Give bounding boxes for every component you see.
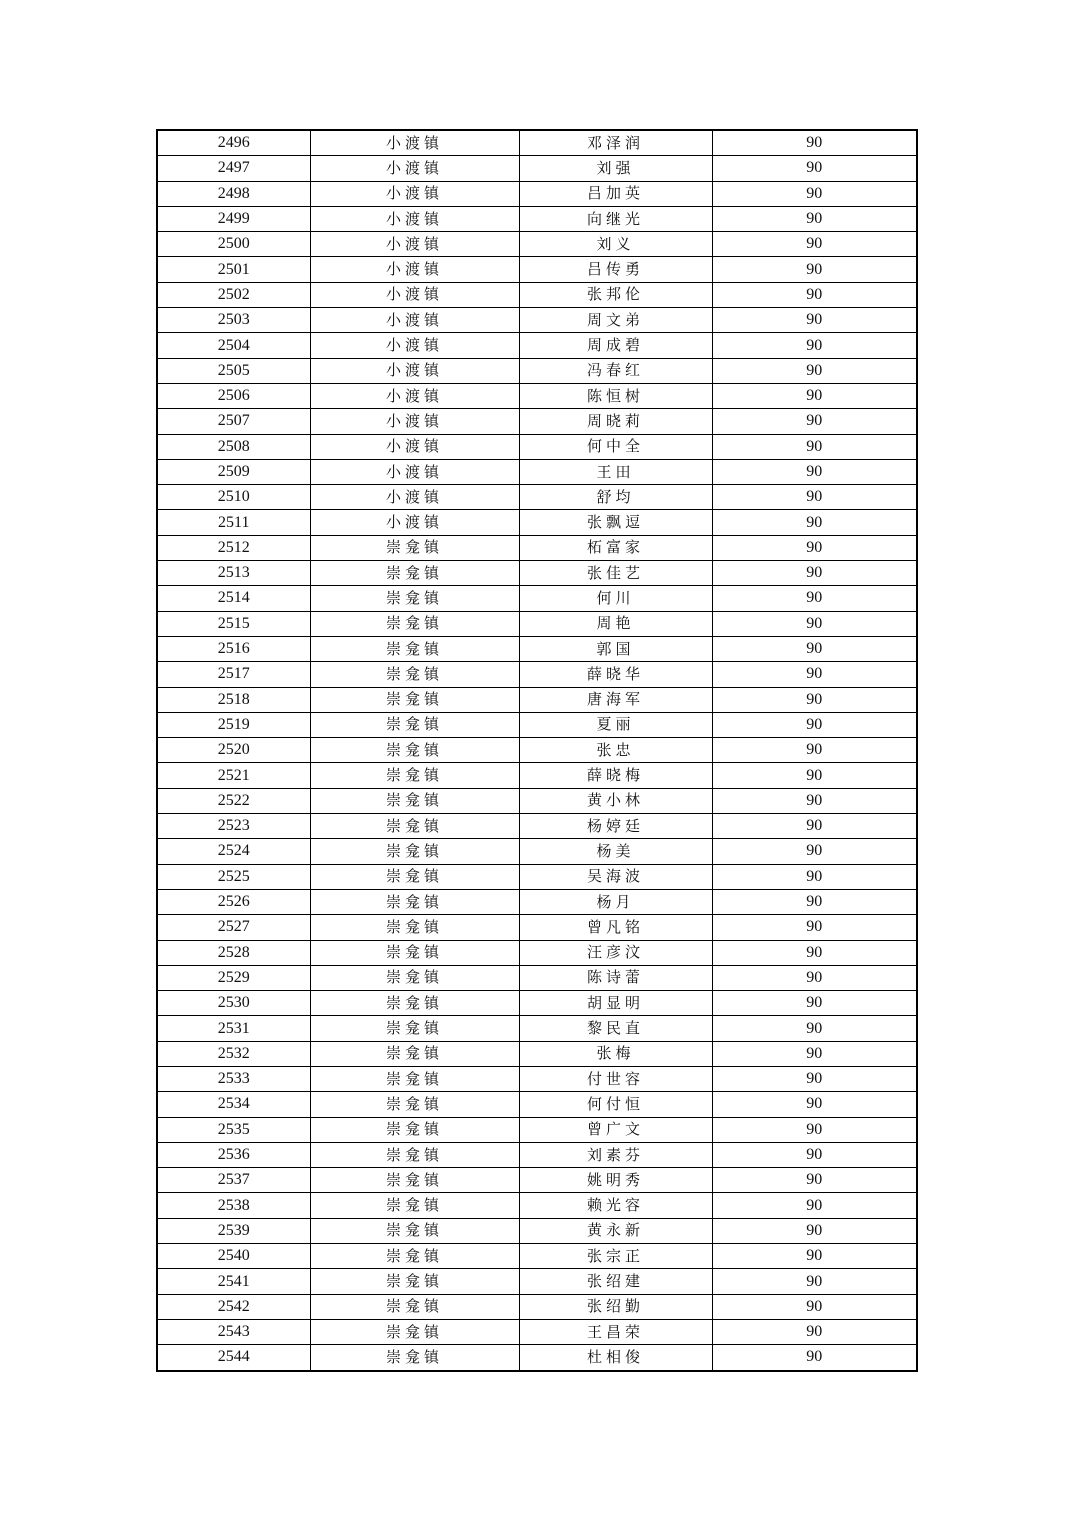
town-cell: 小渡镇: [310, 409, 519, 434]
score-cell: 90: [712, 1117, 917, 1142]
name-cell: 胡显明: [519, 991, 712, 1016]
score-cell: 90: [712, 434, 917, 459]
table-row: [157, 257, 917, 282]
town-cell: 崇龛镇: [310, 864, 519, 889]
row-number-cell: 2530: [157, 991, 310, 1016]
name-cell: 汪彦汶: [519, 940, 712, 965]
name-cell: 杜相俊: [519, 1345, 712, 1371]
row-number-cell: 2497: [157, 156, 310, 181]
table-row: [157, 1294, 917, 1319]
table-row: [157, 965, 917, 990]
score-cell: 90: [712, 1092, 917, 1117]
name-cell: 周艳: [519, 611, 712, 636]
table-row: [157, 1092, 917, 1117]
name-cell: 张绍建: [519, 1269, 712, 1294]
town-cell: 小渡镇: [310, 358, 519, 383]
score-cell: 90: [712, 1066, 917, 1091]
row-number-cell: 2518: [157, 687, 310, 712]
score-cell: 90: [712, 965, 917, 990]
name-cell: 陈诗蕾: [519, 965, 712, 990]
score-cell: 90: [712, 611, 917, 636]
town-cell: 崇龛镇: [310, 1294, 519, 1319]
name-cell: 周晓莉: [519, 409, 712, 434]
name-cell: 杨婷廷: [519, 814, 712, 839]
score-cell: 90: [712, 333, 917, 358]
score-cell: 90: [712, 839, 917, 864]
score-cell: 90: [712, 1294, 917, 1319]
name-cell: 柘富家: [519, 535, 712, 560]
town-cell: 崇龛镇: [310, 1066, 519, 1091]
row-number-cell: 2499: [157, 206, 310, 231]
table-row: [157, 1218, 917, 1243]
table-row: [157, 282, 917, 307]
row-number-cell: 2519: [157, 712, 310, 737]
row-number-cell: 2501: [157, 257, 310, 282]
table-row: [157, 181, 917, 206]
name-cell: 吴海波: [519, 864, 712, 889]
name-cell: 曾凡铭: [519, 915, 712, 940]
table-row: [157, 814, 917, 839]
score-cell: 90: [712, 915, 917, 940]
score-cell: 90: [712, 257, 917, 282]
town-cell: 崇龛镇: [310, 1244, 519, 1269]
name-cell: 张宗正: [519, 1244, 712, 1269]
town-cell: 小渡镇: [310, 282, 519, 307]
table-row: [157, 1142, 917, 1167]
town-cell: 崇龛镇: [310, 814, 519, 839]
name-cell: 王昌荣: [519, 1319, 712, 1344]
row-number-cell: 2507: [157, 409, 310, 434]
table-row: [157, 459, 917, 484]
name-cell: 薛晓华: [519, 662, 712, 687]
score-cell: 90: [712, 1244, 917, 1269]
name-cell: 周文弟: [519, 308, 712, 333]
score-cell: 90: [712, 282, 917, 307]
name-cell: 刘强: [519, 156, 712, 181]
table-row: [157, 1016, 917, 1041]
name-cell: 赖光容: [519, 1193, 712, 1218]
town-cell: 小渡镇: [310, 257, 519, 282]
table-row: [157, 839, 917, 864]
row-number-cell: 2509: [157, 459, 310, 484]
town-cell: 崇龛镇: [310, 965, 519, 990]
table-row: [157, 308, 917, 333]
table-row: [157, 561, 917, 586]
score-cell: 90: [712, 1168, 917, 1193]
name-cell: 王田: [519, 459, 712, 484]
name-cell: 唐海军: [519, 687, 712, 712]
score-cell: 90: [712, 206, 917, 231]
row-number-cell: 2536: [157, 1142, 310, 1167]
town-cell: 小渡镇: [310, 434, 519, 459]
town-cell: 崇龛镇: [310, 839, 519, 864]
town-cell: 崇龛镇: [310, 1319, 519, 1344]
name-cell: 张佳艺: [519, 561, 712, 586]
name-cell: 吕传勇: [519, 257, 712, 282]
table-row: [157, 358, 917, 383]
table-row: [157, 156, 917, 181]
row-number-cell: 2533: [157, 1066, 310, 1091]
town-cell: 崇龛镇: [310, 991, 519, 1016]
score-cell: 90: [712, 1041, 917, 1066]
table-row: [157, 1345, 917, 1371]
name-cell: 黄小林: [519, 788, 712, 813]
name-cell: 邓泽润: [519, 130, 712, 156]
score-cell: 90: [712, 535, 917, 560]
row-number-cell: 2542: [157, 1294, 310, 1319]
table-row: [157, 586, 917, 611]
town-cell: 崇龛镇: [310, 611, 519, 636]
table-row: [157, 383, 917, 408]
table-row: [157, 1168, 917, 1193]
score-cell: 90: [712, 1016, 917, 1041]
table-row: [157, 788, 917, 813]
town-cell: 小渡镇: [310, 206, 519, 231]
table-row: [157, 687, 917, 712]
row-number-cell: 2526: [157, 889, 310, 914]
town-cell: 崇龛镇: [310, 889, 519, 914]
name-cell: 周成碧: [519, 333, 712, 358]
town-cell: 崇龛镇: [310, 1092, 519, 1117]
name-cell: 刘义: [519, 232, 712, 257]
table-row: [157, 1319, 917, 1344]
name-cell: 杨美: [519, 839, 712, 864]
town-cell: 崇龛镇: [310, 1193, 519, 1218]
table-row: [157, 712, 917, 737]
name-cell: 黎民直: [519, 1016, 712, 1041]
row-number-cell: 2537: [157, 1168, 310, 1193]
name-cell: 何付恒: [519, 1092, 712, 1117]
town-cell: 小渡镇: [310, 333, 519, 358]
score-cell: 90: [712, 763, 917, 788]
score-cell: 90: [712, 358, 917, 383]
row-number-cell: 2508: [157, 434, 310, 459]
row-number-cell: 2525: [157, 864, 310, 889]
name-cell: 何川: [519, 586, 712, 611]
row-number-cell: 2516: [157, 636, 310, 661]
name-cell: 舒均: [519, 485, 712, 510]
table-body: [157, 130, 917, 1371]
name-cell: 何中全: [519, 434, 712, 459]
row-number-cell: 2543: [157, 1319, 310, 1344]
row-number-cell: 2541: [157, 1269, 310, 1294]
name-cell: 曾广文: [519, 1117, 712, 1142]
row-number-cell: 2513: [157, 561, 310, 586]
name-cell: 黄永新: [519, 1218, 712, 1243]
table-row: [157, 662, 917, 687]
score-cell: 90: [712, 510, 917, 535]
town-cell: 崇龛镇: [310, 1016, 519, 1041]
table-row: [157, 510, 917, 535]
town-cell: 崇龛镇: [310, 687, 519, 712]
score-cell: 90: [712, 1193, 917, 1218]
row-number-cell: 2511: [157, 510, 310, 535]
name-cell: 薛晓梅: [519, 763, 712, 788]
table-row: [157, 611, 917, 636]
row-number-cell: 2514: [157, 586, 310, 611]
town-cell: 崇龛镇: [310, 1218, 519, 1243]
town-cell: 小渡镇: [310, 485, 519, 510]
table-row: [157, 940, 917, 965]
score-cell: 90: [712, 181, 917, 206]
town-cell: 崇龛镇: [310, 712, 519, 737]
name-cell: 付世容: [519, 1066, 712, 1091]
table-row: [157, 991, 917, 1016]
name-cell: 夏丽: [519, 712, 712, 737]
town-cell: 崇龛镇: [310, 1345, 519, 1371]
row-number-cell: 2538: [157, 1193, 310, 1218]
town-cell: 崇龛镇: [310, 1041, 519, 1066]
table-row: [157, 915, 917, 940]
score-cell: 90: [712, 459, 917, 484]
row-number-cell: 2503: [157, 308, 310, 333]
score-cell: 90: [712, 1319, 917, 1344]
row-number-cell: 2496: [157, 130, 310, 156]
town-cell: 小渡镇: [310, 383, 519, 408]
row-number-cell: 2504: [157, 333, 310, 358]
town-cell: 崇龛镇: [310, 788, 519, 813]
name-cell: 张飘逗: [519, 510, 712, 535]
town-cell: 小渡镇: [310, 232, 519, 257]
score-cell: 90: [712, 738, 917, 763]
row-number-cell: 2520: [157, 738, 310, 763]
town-cell: 崇龛镇: [310, 1142, 519, 1167]
table-row: [157, 485, 917, 510]
row-number-cell: 2498: [157, 181, 310, 206]
row-number-cell: 2506: [157, 383, 310, 408]
table-row: [157, 1244, 917, 1269]
score-cell: 90: [712, 156, 917, 181]
row-number-cell: 2502: [157, 282, 310, 307]
score-cell: 90: [712, 383, 917, 408]
score-cell: 90: [712, 130, 917, 156]
score-cell: 90: [712, 1218, 917, 1243]
town-cell: 小渡镇: [310, 510, 519, 535]
score-cell: 90: [712, 232, 917, 257]
town-cell: 崇龛镇: [310, 535, 519, 560]
row-number-cell: 2512: [157, 535, 310, 560]
town-cell: 崇龛镇: [310, 940, 519, 965]
row-number-cell: 2515: [157, 611, 310, 636]
table-row: [157, 130, 917, 156]
table-row: [157, 1066, 917, 1091]
score-cell: 90: [712, 864, 917, 889]
town-cell: 崇龛镇: [310, 738, 519, 763]
town-cell: 崇龛镇: [310, 561, 519, 586]
town-cell: 崇龛镇: [310, 1168, 519, 1193]
table-row: [157, 1269, 917, 1294]
table-row: [157, 434, 917, 459]
name-cell: 向继光: [519, 206, 712, 231]
row-number-cell: 2539: [157, 1218, 310, 1243]
town-cell: 小渡镇: [310, 156, 519, 181]
table-row: [157, 206, 917, 231]
town-cell: 崇龛镇: [310, 1269, 519, 1294]
score-cell: 90: [712, 940, 917, 965]
row-number-cell: 2517: [157, 662, 310, 687]
town-cell: 崇龛镇: [310, 662, 519, 687]
town-cell: 小渡镇: [310, 181, 519, 206]
row-number-cell: 2531: [157, 1016, 310, 1041]
row-number-cell: 2529: [157, 965, 310, 990]
row-number-cell: 2535: [157, 1117, 310, 1142]
row-number-cell: 2522: [157, 788, 310, 813]
town-cell: 小渡镇: [310, 308, 519, 333]
table-row: [157, 232, 917, 257]
score-cell: 90: [712, 586, 917, 611]
row-number-cell: 2528: [157, 940, 310, 965]
score-cell: 90: [712, 636, 917, 661]
row-number-cell: 2523: [157, 814, 310, 839]
score-cell: 90: [712, 814, 917, 839]
table-row: [157, 409, 917, 434]
score-cell: 90: [712, 788, 917, 813]
name-cell: 张梅: [519, 1041, 712, 1066]
score-cell: 90: [712, 1142, 917, 1167]
name-cell: 陈恒树: [519, 383, 712, 408]
score-cell: 90: [712, 712, 917, 737]
name-cell: 吕加英: [519, 181, 712, 206]
row-number-cell: 2505: [157, 358, 310, 383]
table-row: [157, 1117, 917, 1142]
name-cell: 冯春红: [519, 358, 712, 383]
table-row: [157, 738, 917, 763]
row-number-cell: 2521: [157, 763, 310, 788]
town-cell: 小渡镇: [310, 459, 519, 484]
score-cell: 90: [712, 308, 917, 333]
town-cell: 崇龛镇: [310, 636, 519, 661]
table-row: [157, 889, 917, 914]
town-cell: 小渡镇: [310, 130, 519, 156]
score-cell: 90: [712, 485, 917, 510]
name-cell: 姚明秀: [519, 1168, 712, 1193]
score-cell: 90: [712, 687, 917, 712]
row-number-cell: 2500: [157, 232, 310, 257]
score-cell: 90: [712, 1345, 917, 1371]
town-cell: 崇龛镇: [310, 915, 519, 940]
name-cell: 刘素芬: [519, 1142, 712, 1167]
name-cell: 张忠: [519, 738, 712, 763]
score-cell: 90: [712, 889, 917, 914]
score-cell: 90: [712, 1269, 917, 1294]
table-row: [157, 864, 917, 889]
name-cell: 郭国: [519, 636, 712, 661]
row-number-cell: 2527: [157, 915, 310, 940]
table-row: [157, 763, 917, 788]
score-cell: 90: [712, 991, 917, 1016]
score-cell: 90: [712, 662, 917, 687]
score-cell: 90: [712, 409, 917, 434]
town-cell: 崇龛镇: [310, 763, 519, 788]
table-row: [157, 1041, 917, 1066]
row-number-cell: 2524: [157, 839, 310, 864]
row-number-cell: 2532: [157, 1041, 310, 1066]
score-cell: 90: [712, 561, 917, 586]
table-row: [157, 636, 917, 661]
table-row: [157, 1193, 917, 1218]
name-cell: 杨月: [519, 889, 712, 914]
table-row: [157, 333, 917, 358]
row-number-cell: 2544: [157, 1345, 310, 1371]
data-table: [156, 129, 918, 1372]
row-number-cell: 2534: [157, 1092, 310, 1117]
row-number-cell: 2540: [157, 1244, 310, 1269]
town-cell: 崇龛镇: [310, 1117, 519, 1142]
table-row: [157, 535, 917, 560]
row-number-cell: 2510: [157, 485, 310, 510]
name-cell: 张绍勤: [519, 1294, 712, 1319]
name-cell: 张邦伦: [519, 282, 712, 307]
town-cell: 崇龛镇: [310, 586, 519, 611]
